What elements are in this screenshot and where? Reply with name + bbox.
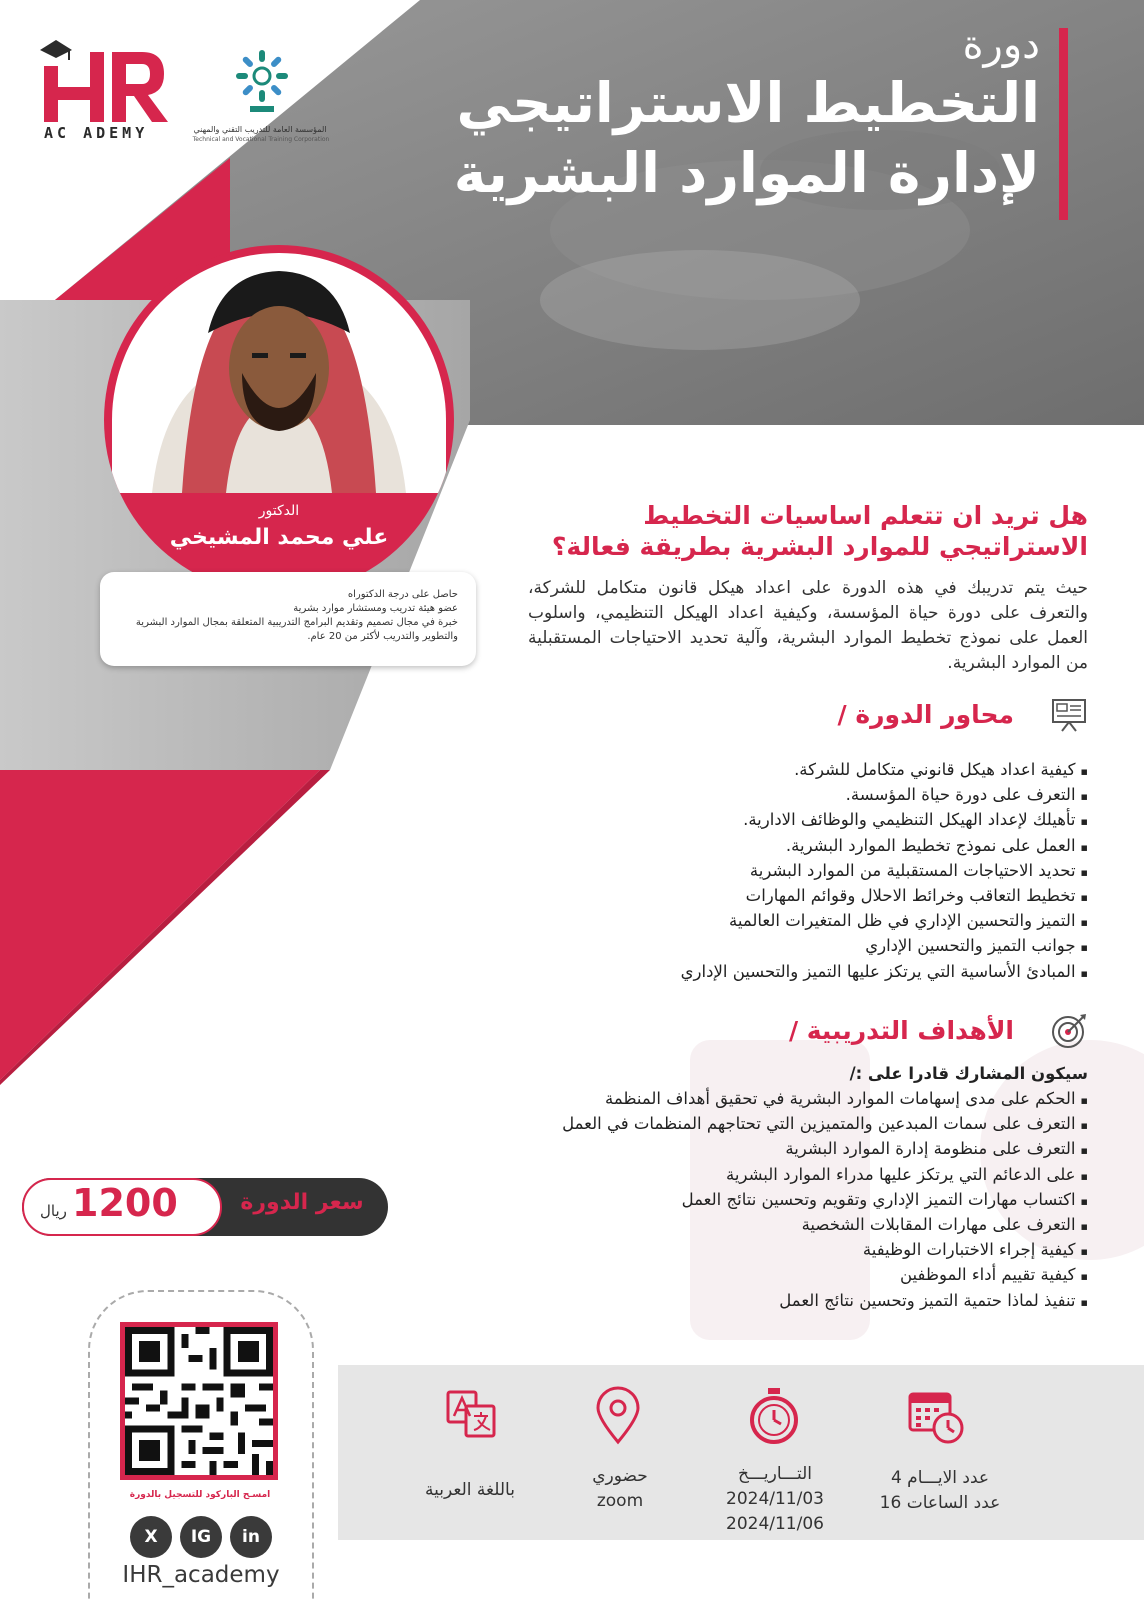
course-label: دورة (962, 22, 1040, 68)
hours-count: عدد الساعات 16 (879, 1493, 1001, 1513)
qr-code-icon (125, 1327, 273, 1475)
list-item: ▪ كيفية اعداد هيكل قانوني متكامل للشركة. (388, 758, 1088, 783)
x-icon[interactable]: X (130, 1516, 172, 1558)
axes-list (388, 758, 1088, 985)
list-item: ▪ المبادئ الأساسية التي يرتكز عليها التميز والتحسين الإداري (388, 960, 1088, 985)
list-item: ▪ جوانب التميز والتحسين الإداري (388, 934, 1088, 959)
title-line-1: التخطيط الاستراتيجي (456, 71, 1040, 135)
language-info: باللغة العربية (425, 1480, 515, 1500)
bio-line: حاصل على درجة الدكتوراه (347, 589, 458, 600)
list-item: ▪ الحكم على مدى إسهامات الموارد البشرية في تحقيق أهداف المنظمة (388, 1087, 1088, 1112)
intro-question (488, 500, 1088, 562)
date-start: 2024/11/03 (726, 1489, 824, 1509)
list-item: ▪ تأهيلك لإعداد الهيكل التنظيمي والوظائف الادارية. (388, 808, 1088, 833)
trainer-bio-card (100, 572, 476, 666)
tvtc-name-ar: المؤسسة العامة للتدريب التقني والمهني (193, 125, 327, 134)
date-label: التـــاريـــخ (737, 1464, 812, 1484)
trainer-photo (112, 253, 446, 493)
list-item: ▪ كيفية تقييم أداء الموظفين (388, 1263, 1088, 1288)
price-amount: 1200 (72, 1181, 178, 1225)
bio-line: عضو هيئة تدريب ومستشار موارد بشرية (293, 603, 458, 614)
list-item: ▪ تخطيط التعاقب وخرائط الاحلال وقوائم المهارات (388, 884, 1088, 909)
tvtc-name-en: Technical and Vocational Training Corporation (192, 136, 330, 143)
qr-caption: امسـح الباركود للتسجيل بالدورة (129, 1490, 271, 1500)
question-line-2: الاستراتيجي للموارد البشرية بطريقة فعالة؟ (551, 532, 1088, 561)
trainer-portrait-icon (112, 253, 446, 493)
price-currency: ريال (40, 1202, 67, 1220)
registration-qr-code[interactable] (120, 1322, 278, 1480)
social-handle[interactable]: IHR_academy (122, 1562, 280, 1588)
trainer-name: علي محمد المشيخي (169, 525, 389, 550)
target-icon (1050, 1012, 1088, 1050)
duration-info (860, 1466, 1020, 1516)
mode-info (560, 1464, 680, 1514)
tvtc-logo (230, 46, 294, 116)
days-count: عدد الايـــام 4 (890, 1468, 990, 1488)
list-item: ▪ العمل على نموذج تخطيط الموارد البشرية. (388, 834, 1088, 859)
list-item: ▪ التعرف على سمات المبدعين والمتميزين التي تحتاجهم المنظمات في العمل (388, 1112, 1088, 1137)
question-line-1: هل تريد ان تتعلم اساسيات التخطيط (643, 501, 1088, 530)
platform-name: zoom (596, 1491, 644, 1511)
list-item: ▪ التعرف على مهارات المقابلات الشخصية (388, 1213, 1088, 1238)
attendance-mode: حضوري (592, 1466, 648, 1486)
course-title (420, 22, 1040, 208)
intro-text: حيث يتم تدريبك في هذه الدورة على اعداد هيكل قانون متكامل للشركة، والتعرف على دورة حياة المؤسسة، وكيفية اعداد الهيكل التنظيمي، واسلوب العمل على نموذج تخطيط الموارد البشرية، وآلية تحديد الاحتياجات المستقبلية من الموارد البشرية. (528, 578, 1088, 673)
list-item: ▪ كيفية إجراء الاختبارات الوظيفية (388, 1238, 1088, 1263)
instagram-icon[interactable]: IG (180, 1516, 222, 1558)
list-item: ▪ التعرف على منظومة إدارة الموارد البشرية (388, 1137, 1088, 1162)
calendar-clock-icon (906, 1386, 966, 1446)
title-line-2: لإدارة الموارد البشرية (453, 141, 1040, 205)
list-item: ▪ التعرف على دورة حياة المؤسسة. (388, 783, 1088, 808)
list-item: ▪ تحديد الاحتياجات المستقبلية من الموارد البشرية (388, 859, 1088, 884)
list-item: ▪ على الدعائم التي يرتكز عليها مدراء الموارد البشرية (388, 1163, 1088, 1188)
list-item: ▪ اكتساب مهارات التميز الإداري وتقويم وتحسين نتائج العمل (388, 1188, 1088, 1213)
presentation-board-icon (1050, 696, 1088, 734)
bio-line: خبرة في مجال تصميم وتقديم البرامج التدريبية المتعلقة بمجال الموارد البشرية (135, 617, 458, 628)
goals-list (388, 1087, 1088, 1314)
translate-icon (442, 1386, 502, 1446)
stopwatch-icon (744, 1386, 804, 1446)
bio-line: والتطوير والتدريب لأكثر من 20 عام. (307, 631, 458, 642)
axes-heading: محاور الدورة / (837, 700, 1014, 729)
list-item: ▪ تنفيذ لماذا حتمية التميز وتحسين نتائج العمل (388, 1289, 1088, 1314)
price-label: سعر الدورة (240, 1190, 364, 1215)
ihr-academy-text: AC ADEMY (44, 124, 149, 142)
location-pin-icon (588, 1386, 648, 1446)
linkedin-icon[interactable]: in (230, 1516, 272, 1558)
date-info (700, 1462, 850, 1537)
trainer-title: الدكتور (258, 503, 300, 519)
goals-heading: الأهداف التدريبية / (788, 1016, 1014, 1045)
goals-lead: سيكون المشارك قادرا على :/ (849, 1064, 1088, 1083)
date-end: 2024/11/06 (726, 1514, 824, 1534)
list-item: ▪ التميز والتحسين الإداري في ظل المتغيرات العالمية (388, 909, 1088, 934)
title-accent-bar (1059, 28, 1068, 220)
